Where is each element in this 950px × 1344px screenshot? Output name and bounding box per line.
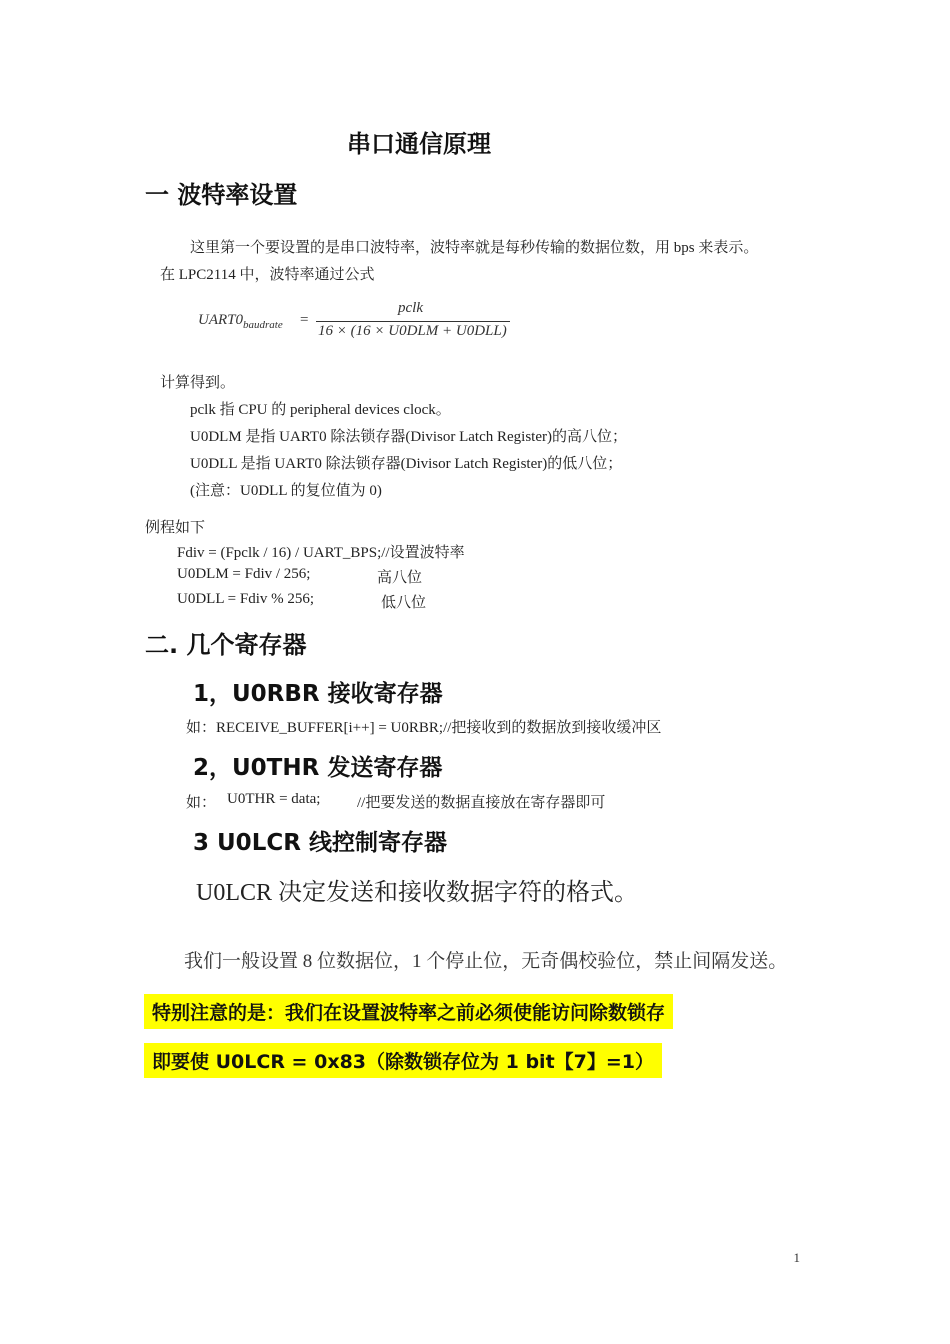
code-line: U0DLL = Fdiv % 256; <box>177 591 315 607</box>
formula-numerator: pclk <box>398 300 423 316</box>
page-number: 1 <box>793 1250 800 1265</box>
u0thr-example-code: U0THR = data; <box>227 791 321 807</box>
formula-intro: 在 LPC2114 中，波特率通过公式 <box>160 267 375 283</box>
section-heading-baud-rate: 一 波特率设置 <box>145 181 298 209</box>
code-comment: 高八位 <box>377 570 423 586</box>
formula-equals: = <box>300 312 309 328</box>
code-line: Fdiv = (Fpclk / 16) / UART_BPS;//设置波特率 <box>177 545 465 561</box>
u0thr-example-prefix: 如： <box>186 795 217 811</box>
example-label: 例程如下 <box>145 520 206 536</box>
section-heading-registers: 二. 几个寄存器 <box>145 631 307 659</box>
note-u0dll: U0DLL 是指 UART0 除法锁存器(Divisor Latch Register)的低八位； <box>190 456 623 472</box>
formula-lhs: $UART0_{baudrate}$ <box>198 312 283 331</box>
code-comment: 低八位 <box>381 595 427 611</box>
formula-denominator: 16 × (16 × U0DLM + U0DLL) <box>318 323 507 339</box>
page-title: 串口通信原理 <box>347 130 491 158</box>
intro-paragraph: 这里第一个要设置的是串口波特率，波特率就是每秒传输的数据位数，用 bps 来表示。 <box>190 240 759 256</box>
u0rbr-example: 如：RECEIVE_BUFFER[i++] = U0RBR;//把接收到的数据放到接收缓冲区 <box>186 720 662 736</box>
note-u0dlm: U0DLM 是指 UART0 除法锁存器(Divisor Latch Register)的高八位； <box>190 429 627 445</box>
highlight-line-2: 即要使 U0LCR = 0x83（除数锁存位为 1 bit【7】=1） <box>144 1043 662 1078</box>
register-heading-u0rbr: 1，U0RBR 接收寄存器 <box>193 681 443 707</box>
code-line: U0DLM = Fdiv / 256; <box>177 566 311 582</box>
note-pclk: pclk 指 CPU 的 peripheral devices clock。 <box>190 402 451 418</box>
u0thr-example-comment: //把要发送的数据直接放在寄存器即可 <box>357 795 606 811</box>
clipped-text-line <box>180 975 660 983</box>
highlight-line-1: 特别注意的是：我们在设置波特率之前必须使能访问除数锁存 <box>144 994 673 1029</box>
register-heading-u0lcr: 3 U0LCR 线控制寄存器 <box>193 830 447 856</box>
register-heading-u0thr: 2，U0THR 发送寄存器 <box>193 755 443 781</box>
baud-rate-formula <box>198 300 528 344</box>
typical-settings: 我们一般设置 8 位数据位，1 个停止位，无奇偶校验位，禁止间隔发送。 <box>184 951 788 972</box>
u0lcr-description: U0LCR 决定发送和接收数据字符的格式。 <box>196 880 639 906</box>
fraction-bar <box>316 321 510 322</box>
calc-text: 计算得到。 <box>160 375 236 391</box>
note-reset-value: (注意：U0DLL 的复位值为 0) <box>190 483 382 499</box>
